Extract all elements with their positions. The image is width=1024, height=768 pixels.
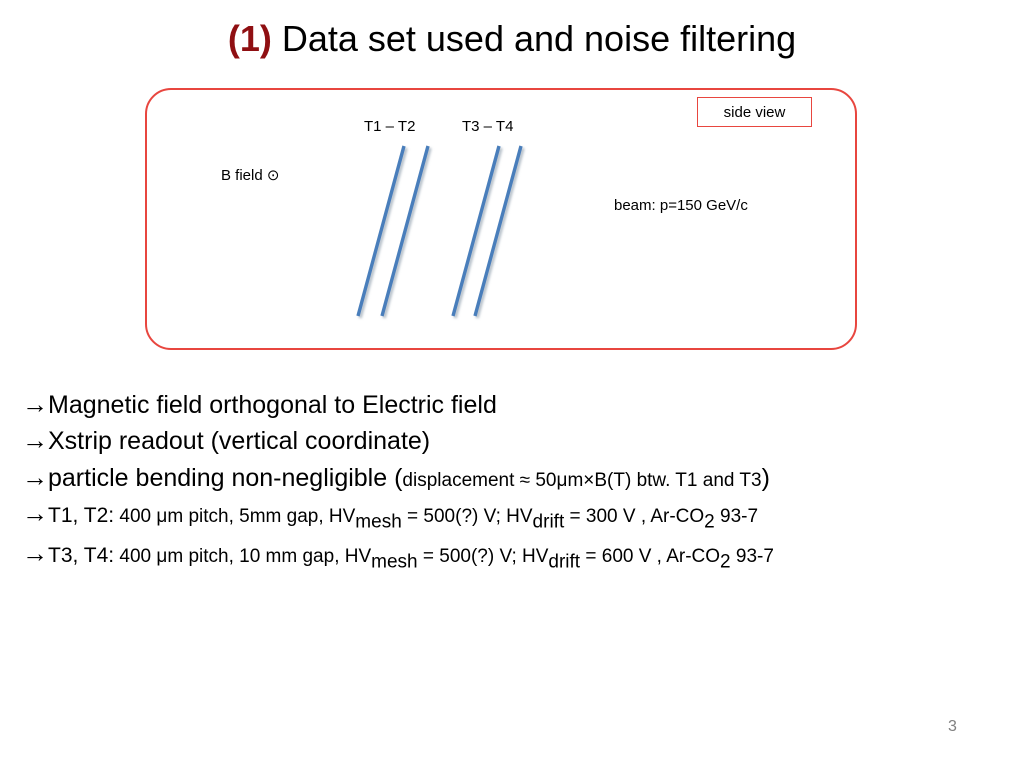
spec-sub: 2 — [720, 551, 731, 573]
bullet-list — [22, 388, 1012, 578]
arrow-icon: → — [22, 389, 48, 419]
spec-text: = 600 V , Ar-CO — [580, 546, 721, 568]
spec-sub: mesh — [355, 511, 402, 533]
spec-sub: drift — [548, 551, 581, 573]
spec-sub: mesh — [371, 551, 418, 573]
list-item — [22, 388, 1012, 421]
detector-name: T1, T2: — [48, 503, 115, 527]
spec-text: 93-7 — [714, 505, 759, 527]
list-item — [22, 537, 1012, 575]
spec-text: = 300 V , Ar-CO — [564, 505, 705, 527]
detector-name: T3, T4: — [48, 544, 115, 568]
spec-text: 400 μm pitch, 5mm gap, HV — [114, 505, 356, 527]
arrow-icon: → — [22, 538, 48, 569]
b-field-label: B field ⊙ — [221, 167, 280, 184]
spec-text: = 500(?) V; HV — [401, 505, 533, 527]
list-item — [22, 497, 1012, 535]
bullet-text: Xstrip readout (vertical coordinate) — [48, 427, 431, 456]
page-number: 3 — [948, 718, 957, 735]
list-item — [22, 461, 1012, 494]
spec-sub: drift — [532, 511, 565, 533]
detector-label-t1-t2: T1 – T2 — [364, 118, 416, 135]
detector-label-t3-t4: T3 – T4 — [462, 118, 514, 135]
spec-text: 93-7 — [730, 546, 774, 568]
spec-text: = 500(?) V; HV — [417, 546, 549, 568]
bullet-subtext: displacement ≈ 50μm×B(T) btw. T1 and T3 — [402, 469, 762, 491]
title-text: Data set used and noise filtering — [271, 18, 797, 59]
list-item — [22, 424, 1012, 457]
title-number: (1) — [227, 18, 272, 59]
side-view-badge — [697, 97, 812, 127]
bullet-text: particle bending non-negligible ( — [48, 463, 403, 492]
arrow-icon: → — [22, 461, 48, 492]
side-view-label: side view — [723, 103, 786, 121]
arrow-icon: → — [22, 497, 48, 528]
arrow-icon: → — [22, 425, 48, 456]
bullet-text-close: ) — [761, 463, 770, 492]
spec-sub: 2 — [704, 511, 715, 533]
page-title — [0, 18, 1024, 60]
beam-label: beam: p=150 GeV/c — [614, 197, 748, 214]
bullet-text: Magnetic field orthogonal to Electric field — [48, 391, 497, 419]
spec-text: 400 μm pitch, 10 mm gap, HV — [114, 546, 372, 568]
